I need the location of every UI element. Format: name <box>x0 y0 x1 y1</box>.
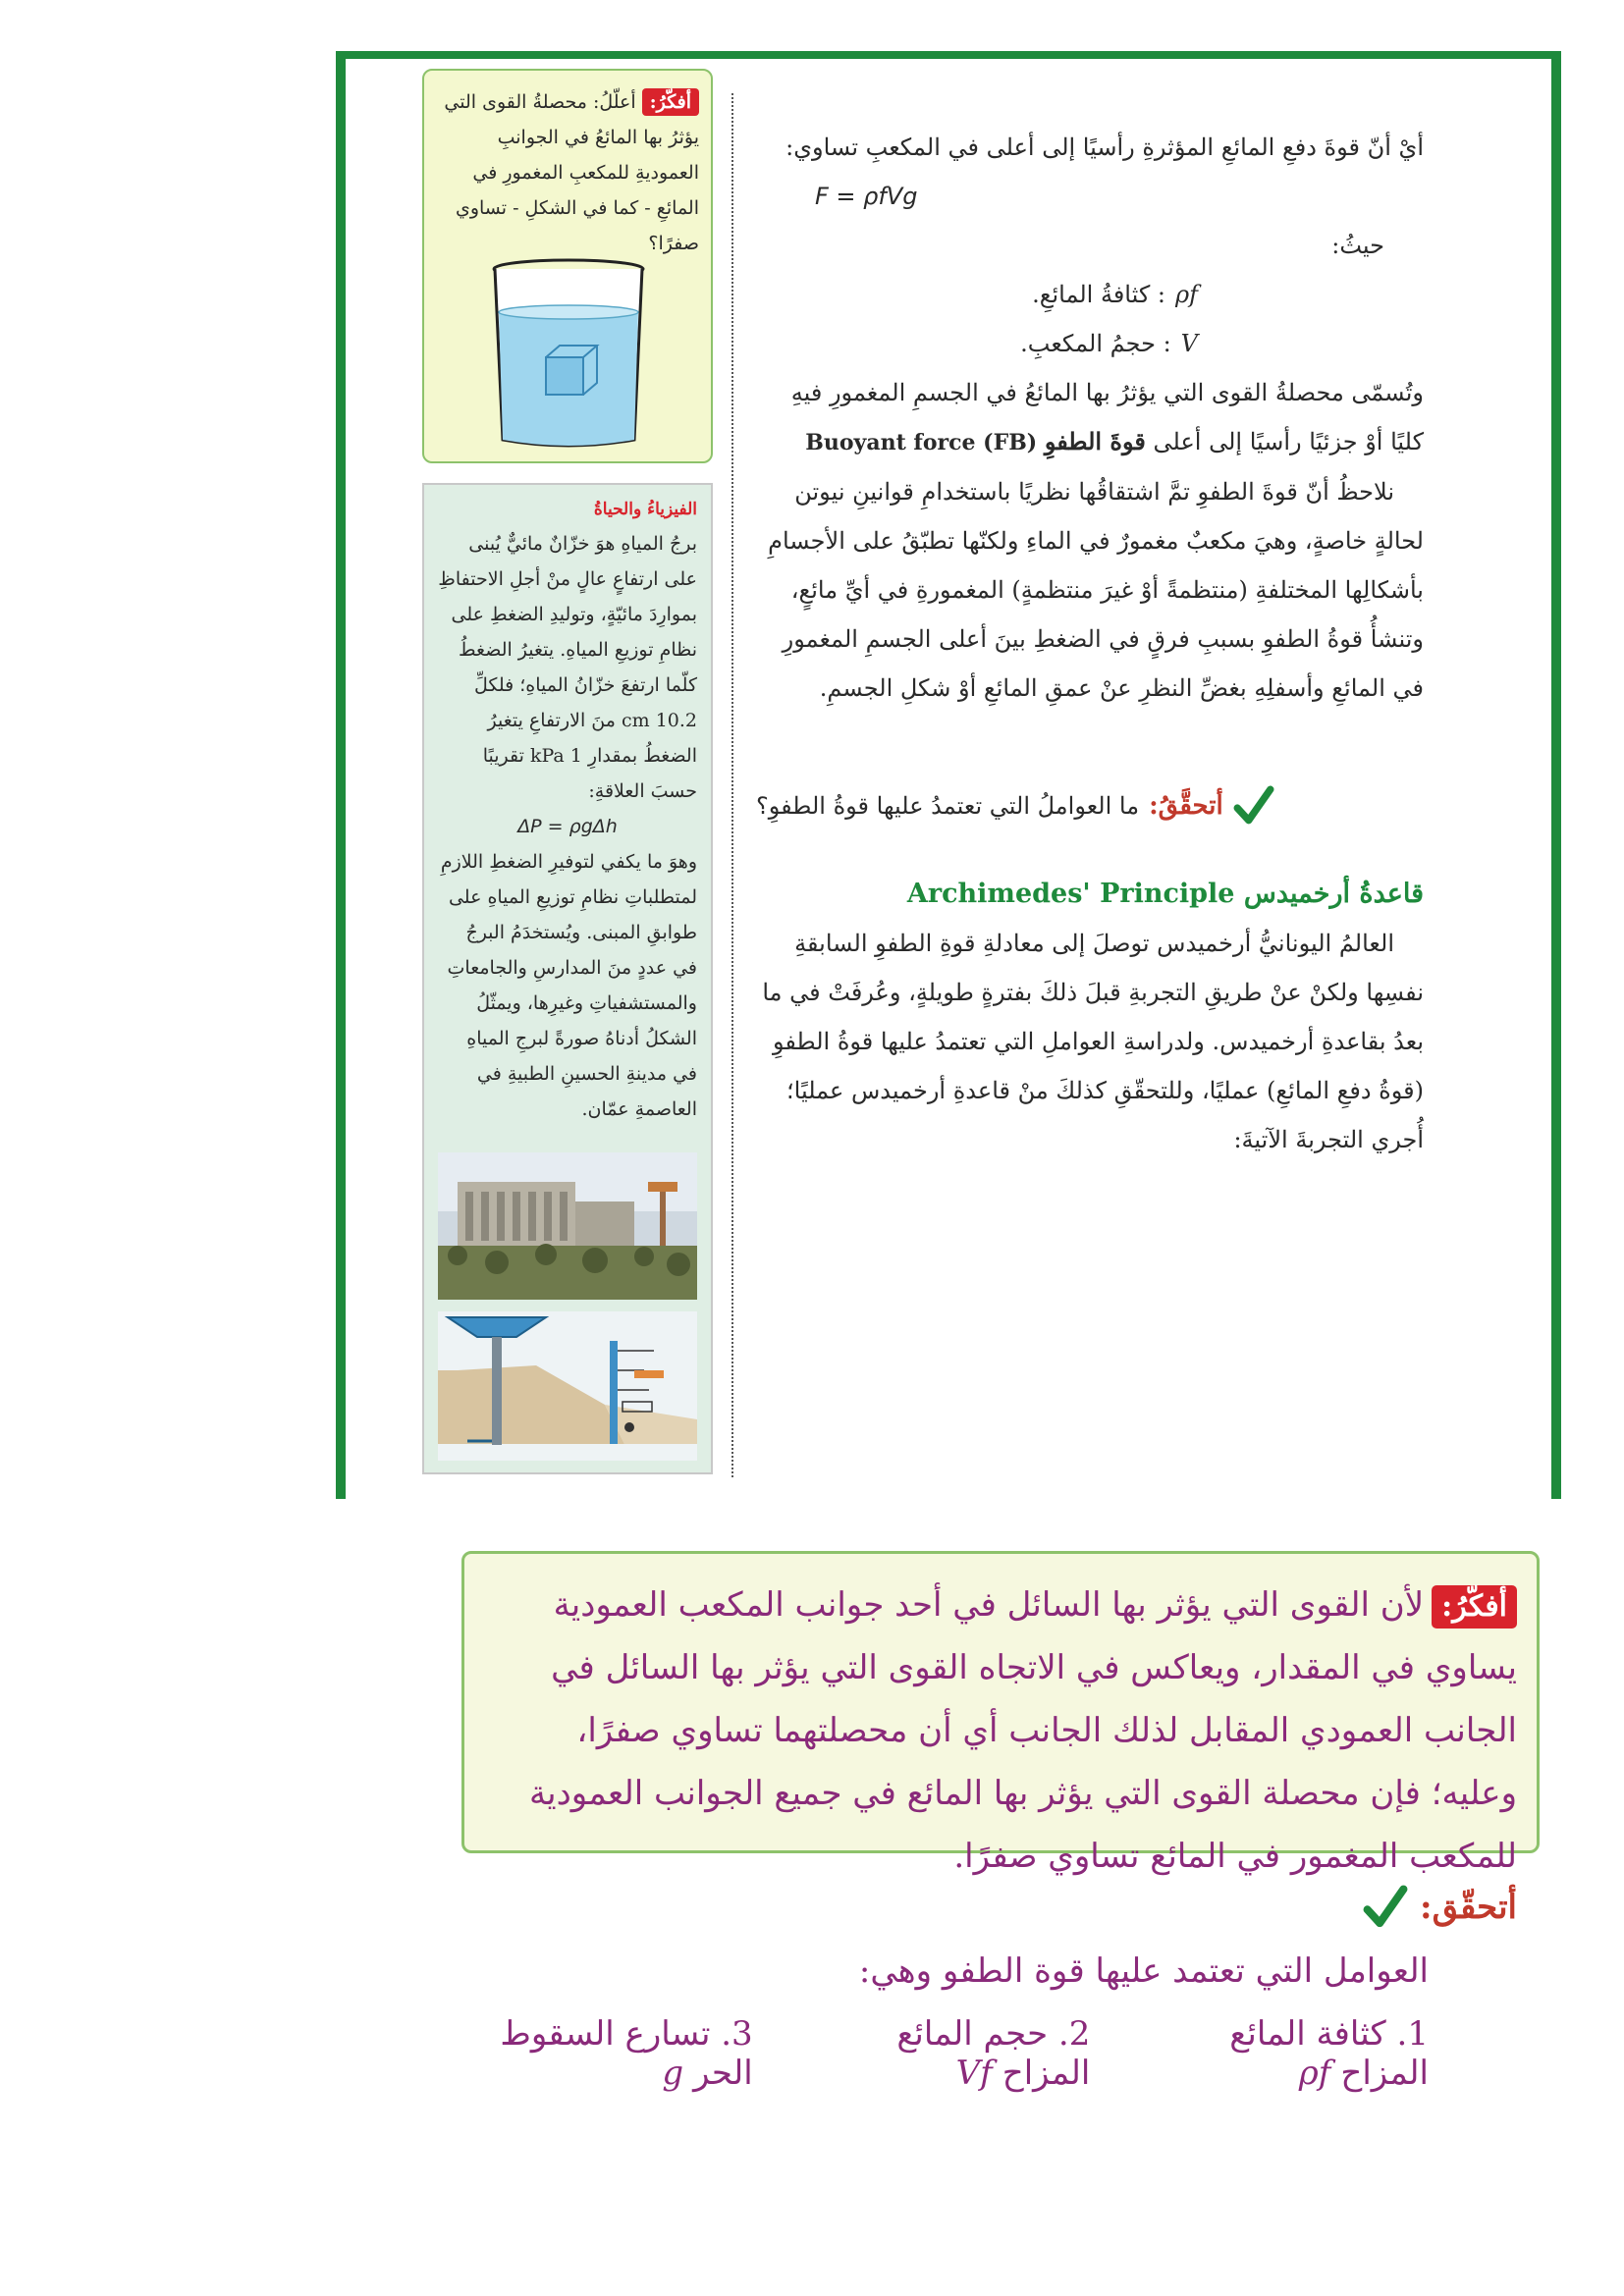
volume-definition: : حجمُ المكعبِ. <box>1020 330 1171 357</box>
factor-symbol: ρf <box>1298 2054 1331 2093</box>
think-tag: أفكّرُ: <box>642 88 699 116</box>
factor-item <box>812 2014 1091 2093</box>
where-label: حيثُ: <box>1331 232 1384 259</box>
archimedes-heading <box>756 870 1424 919</box>
life-box-text-a: برجُ المياهِ هوَ خزّانٌ مائيٌّ يُبنى على ارتفاعٍ عالٍ منْ أجلِ الاحتفاظِ بموارِدَ مائيّةٍ، وتوليدِ الضغطِ على نظامِ توزيعِ المياهِ. يتغيرُ الضغطُ كلّما ارتفعَ خزّانُ المياهِ؛ فلكلِّ 10.2 cm منَ الارتفاعِ يتغيرُ الضغطُ بمقدارِ 1 kPa تقريبًا حسبَ العلاقةِ: <box>438 533 697 802</box>
check-question <box>756 781 1424 830</box>
checkmark-icon <box>1361 1885 1410 1930</box>
buoyancy-formula: F = ρfVg <box>815 183 918 210</box>
factor-symbol: g <box>662 2054 684 2093</box>
checkmark-icon <box>1233 785 1274 827</box>
think-question: أعلّلُ: محصلةُ القوى التي يؤثرُ بها المائعُ في الجوانبِ العموديةِ للمكعبِ المغمورِ في المائعِ - كما في الشكلِ - تساوي صفرًا؟ <box>444 91 699 254</box>
factor-text: 3. تسارع السقوط الحر <box>500 2014 753 2093</box>
factor-text: 2. حجم المائع المزاح <box>896 2014 1091 2093</box>
verify-answer-intro: العوامل التي تعتمد عليها قوة الطفو وهي: <box>858 1951 1429 1991</box>
definition-volume <box>756 319 1424 368</box>
pressure-formula: ΔP = ρgΔh <box>517 816 618 837</box>
verify-answer-section <box>461 1885 1517 2093</box>
answer-text: لأن القوى التي يؤثر بها السائل في أحد جوانب المكعب العمودية يساوي في المقدار، ويعاكس في الاتجاه القوى التي يؤثر بها السائل في الجانب العمودي المقابل لذلك الجانب أي أن محصلتهما تساوي صفرًا، وعليه؛ فإن محصلة القوى التي يؤثر بها المائع في جميع الجوانب العمودية للمكعب المغمور في المائع تساوي صفرًا. <box>528 1585 1517 1876</box>
main-text-column <box>756 123 1424 1164</box>
buoyant-text: وتُسمّى محصلةُ القوى التي يؤثرُ بها المائعُ في الجسمِ المغمورِ فيهِ كليًا أوْ جزئيًا رأسيًا إلى أعلى <box>790 379 1424 455</box>
rho-definition: : كثافةُ المائعِ. <box>1032 281 1165 308</box>
buoyant-term: قوةَ الطفوِ <box>1044 427 1146 455</box>
archimedes-heading-ar: قاعدةُ أرخميدس <box>1243 879 1424 909</box>
life-box-text-b: وهوَ ما يكفي لتوفيرِ الضغطِ اللازمِ لمتطلباتِ نظامِ توزيعِ المياهِ على طوابقِ المبنى. ويُستخدَمُ البرجُ في عددٍ منَ المدارسِ والجامعاتِ والمستشفياتِ وغيرِها، ويمثّلُ الشكلُ أدناهُ صورةً لبرجِ المياهِ في مدينةِ الحسينِ الطبيةِ في العاصمةِ عمّان. <box>440 851 697 1120</box>
definition-rho <box>756 270 1424 319</box>
life-box-title: الفيزياءُ والحياةُ <box>593 500 697 519</box>
factors-list <box>461 2014 1517 2093</box>
physics-life-box <box>422 483 713 1474</box>
factor-item <box>461 2014 753 2093</box>
verify-answer-header <box>461 1885 1517 1930</box>
volume-symbol: V <box>1180 330 1198 357</box>
check-label: أتحقَّقُ: <box>1149 791 1223 821</box>
think-answer-box <box>461 1551 1540 1876</box>
note-paragraph: نلاحظُ أنّ قوةَ الطفوِ تمَّ اشتقاقُها نظريًا باستخدامِ قوانينِ نيوتن لحالةٍ خاصةٍ، وهيَ مكعبٌ مغمورٌ في الماءِ ولكنّها تطبّقُ على الأجسامِ بأشكالِها المختلفةِ (منتظمةً أوْ غيرَ منتظمةٍ) المغمورةِ في أيِّ مائعٍ، وتنشأُ قوةُ الطفوِ بسببِ فرقٍ في الضغطِ بينَ أعلى الجسمِ المغمورِ في المائعِ وأسفلِهِ بغضِّ النظرِ عنْ عمقِ المائعِ أوْ شكلِ الجسمِ. <box>768 478 1424 702</box>
rho-symbol: ρf <box>1175 281 1198 308</box>
factor-text: 1. كثافة المائع المزاح <box>1229 2014 1429 2093</box>
check-question-text: ما العواملُ التي تعتمدُ عليها قوةُ الطفوِ؟ <box>756 792 1140 820</box>
verify-answer-label: أتحقّق: <box>1420 1888 1517 1927</box>
beaker-cube-figure <box>485 255 652 452</box>
water-tower-diagram <box>438 1311 697 1461</box>
column-divider <box>731 93 733 1477</box>
intro-line: أيْ أنّ قوةَ دفعِ المائعِ المؤثرةِ رأسيًا إلى أعلى في المكعبِ تساوي: <box>785 133 1424 161</box>
water-tower-photo <box>438 1152 697 1300</box>
buoyant-paragraph <box>756 368 1424 467</box>
answer-think-tag: أفكّرُ: <box>1432 1585 1517 1629</box>
archimedes-paragraph: العالمُ اليونانيُّ أرخميدس توصلَ إلى معادلةِ قوةِ الطفوِ السابقةِ نفسِها ولكنْ عنْ طريقِ التجربةِ قبلَ ذلكَ بفترةٍ طويلةٍ، وعُرفَتْ في ما بعدُ بقاعدةِ أرخميدس. ولدراسةِ العواملِ التي تعتمدُ عليها قوةُ الطفوِ (قوةُ دفعِ المائعِ) عمليًا، وللتحقّقِ كذلكَ منْ قاعدةِ أرخميدس عمليًا؛ أُجري التجربةَ الآتيةَ: <box>762 930 1424 1153</box>
factor-item <box>1149 2014 1429 2093</box>
buoyant-term-en: Buoyant force (FB) <box>805 430 1038 455</box>
factor-symbol: Vf <box>955 2054 993 2093</box>
archimedes-heading-en: Archimedes' Principle <box>906 879 1235 909</box>
think-sidebar-box <box>422 69 713 463</box>
